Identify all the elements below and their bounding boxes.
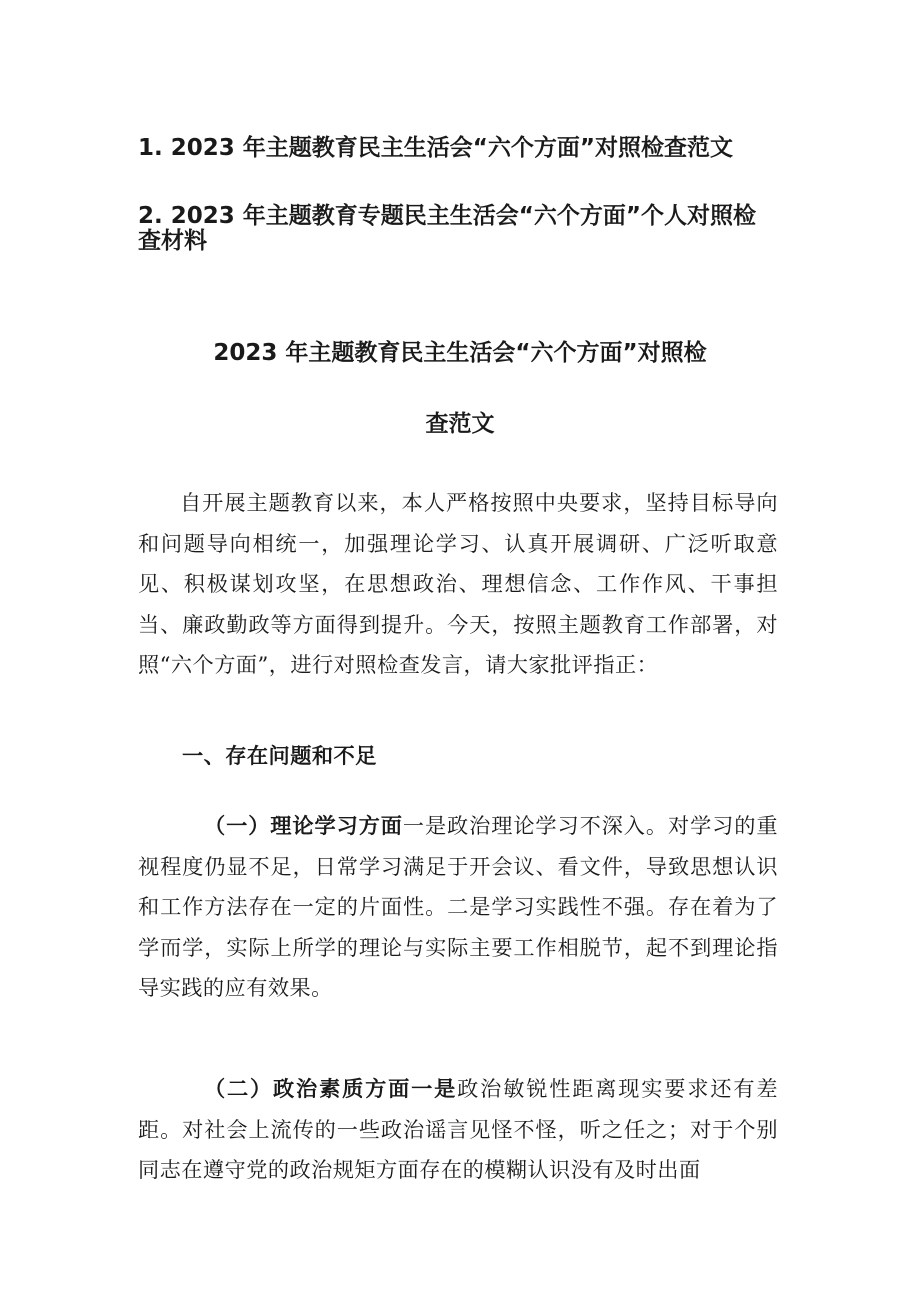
subheading-theory-study: （一）理论学习方面 xyxy=(204,813,403,838)
subheading-political-quality: （二）政治素质方面一是 xyxy=(204,1076,458,1101)
paragraph-theory-study-text: 一是政治理论学习不深入。对学习的重视程度仍显不足，日常学习满足于开会议、看文件，导致思想认识和工作方法存在一定的片面性。二是学习实践性不强。存在着为了学而学，实际上所学的理论与实际主要工作相脱节，起不到理论指导实践的应有效果。 xyxy=(138,813,778,1000)
paragraph-political-quality-text: 政治敏锐性距离现实要求还有差距。对社会上流传的一些政治谣言见怪不怪，听之任之；对于个别同志在遵守党的政治规矩方面存在的模糊认识没有及时出面 xyxy=(138,1076,778,1182)
document-title: 2023 年主题教育民主生活会“六个方面”对照检 xyxy=(213,340,707,366)
paragraph-theory-study xyxy=(138,806,778,1009)
intro-paragraph: 自开展主题教育以来，本人严格按照中央要求，坚持目标导向和问题导向相统一，加强理论学习、认真开展调研、广泛听取意见、积极谋划攻坚，在思想政治、理想信念、工作作风、干事担当、廉政勤政等方面得到提升。今天，按照主题教育工作部署，对照“六个方面”，进行对照检查发言，请大家批评指正： xyxy=(138,490,778,677)
section-heading-problems: 一、存在问题和不足 xyxy=(182,743,377,768)
toc-item-1[interactable]: 1. 2023 年主题教育民主生活会“六个方面”对照检查范文 xyxy=(138,135,734,161)
paragraph-political-quality xyxy=(138,1069,778,1191)
toc-item-2-continued[interactable]: 查材料 xyxy=(138,228,207,254)
document-title-continued: 查范文 xyxy=(425,411,495,437)
toc-item-2[interactable]: 2. 2023 年主题教育专题民主生活会“六个方面”个人对照检 xyxy=(138,203,757,229)
